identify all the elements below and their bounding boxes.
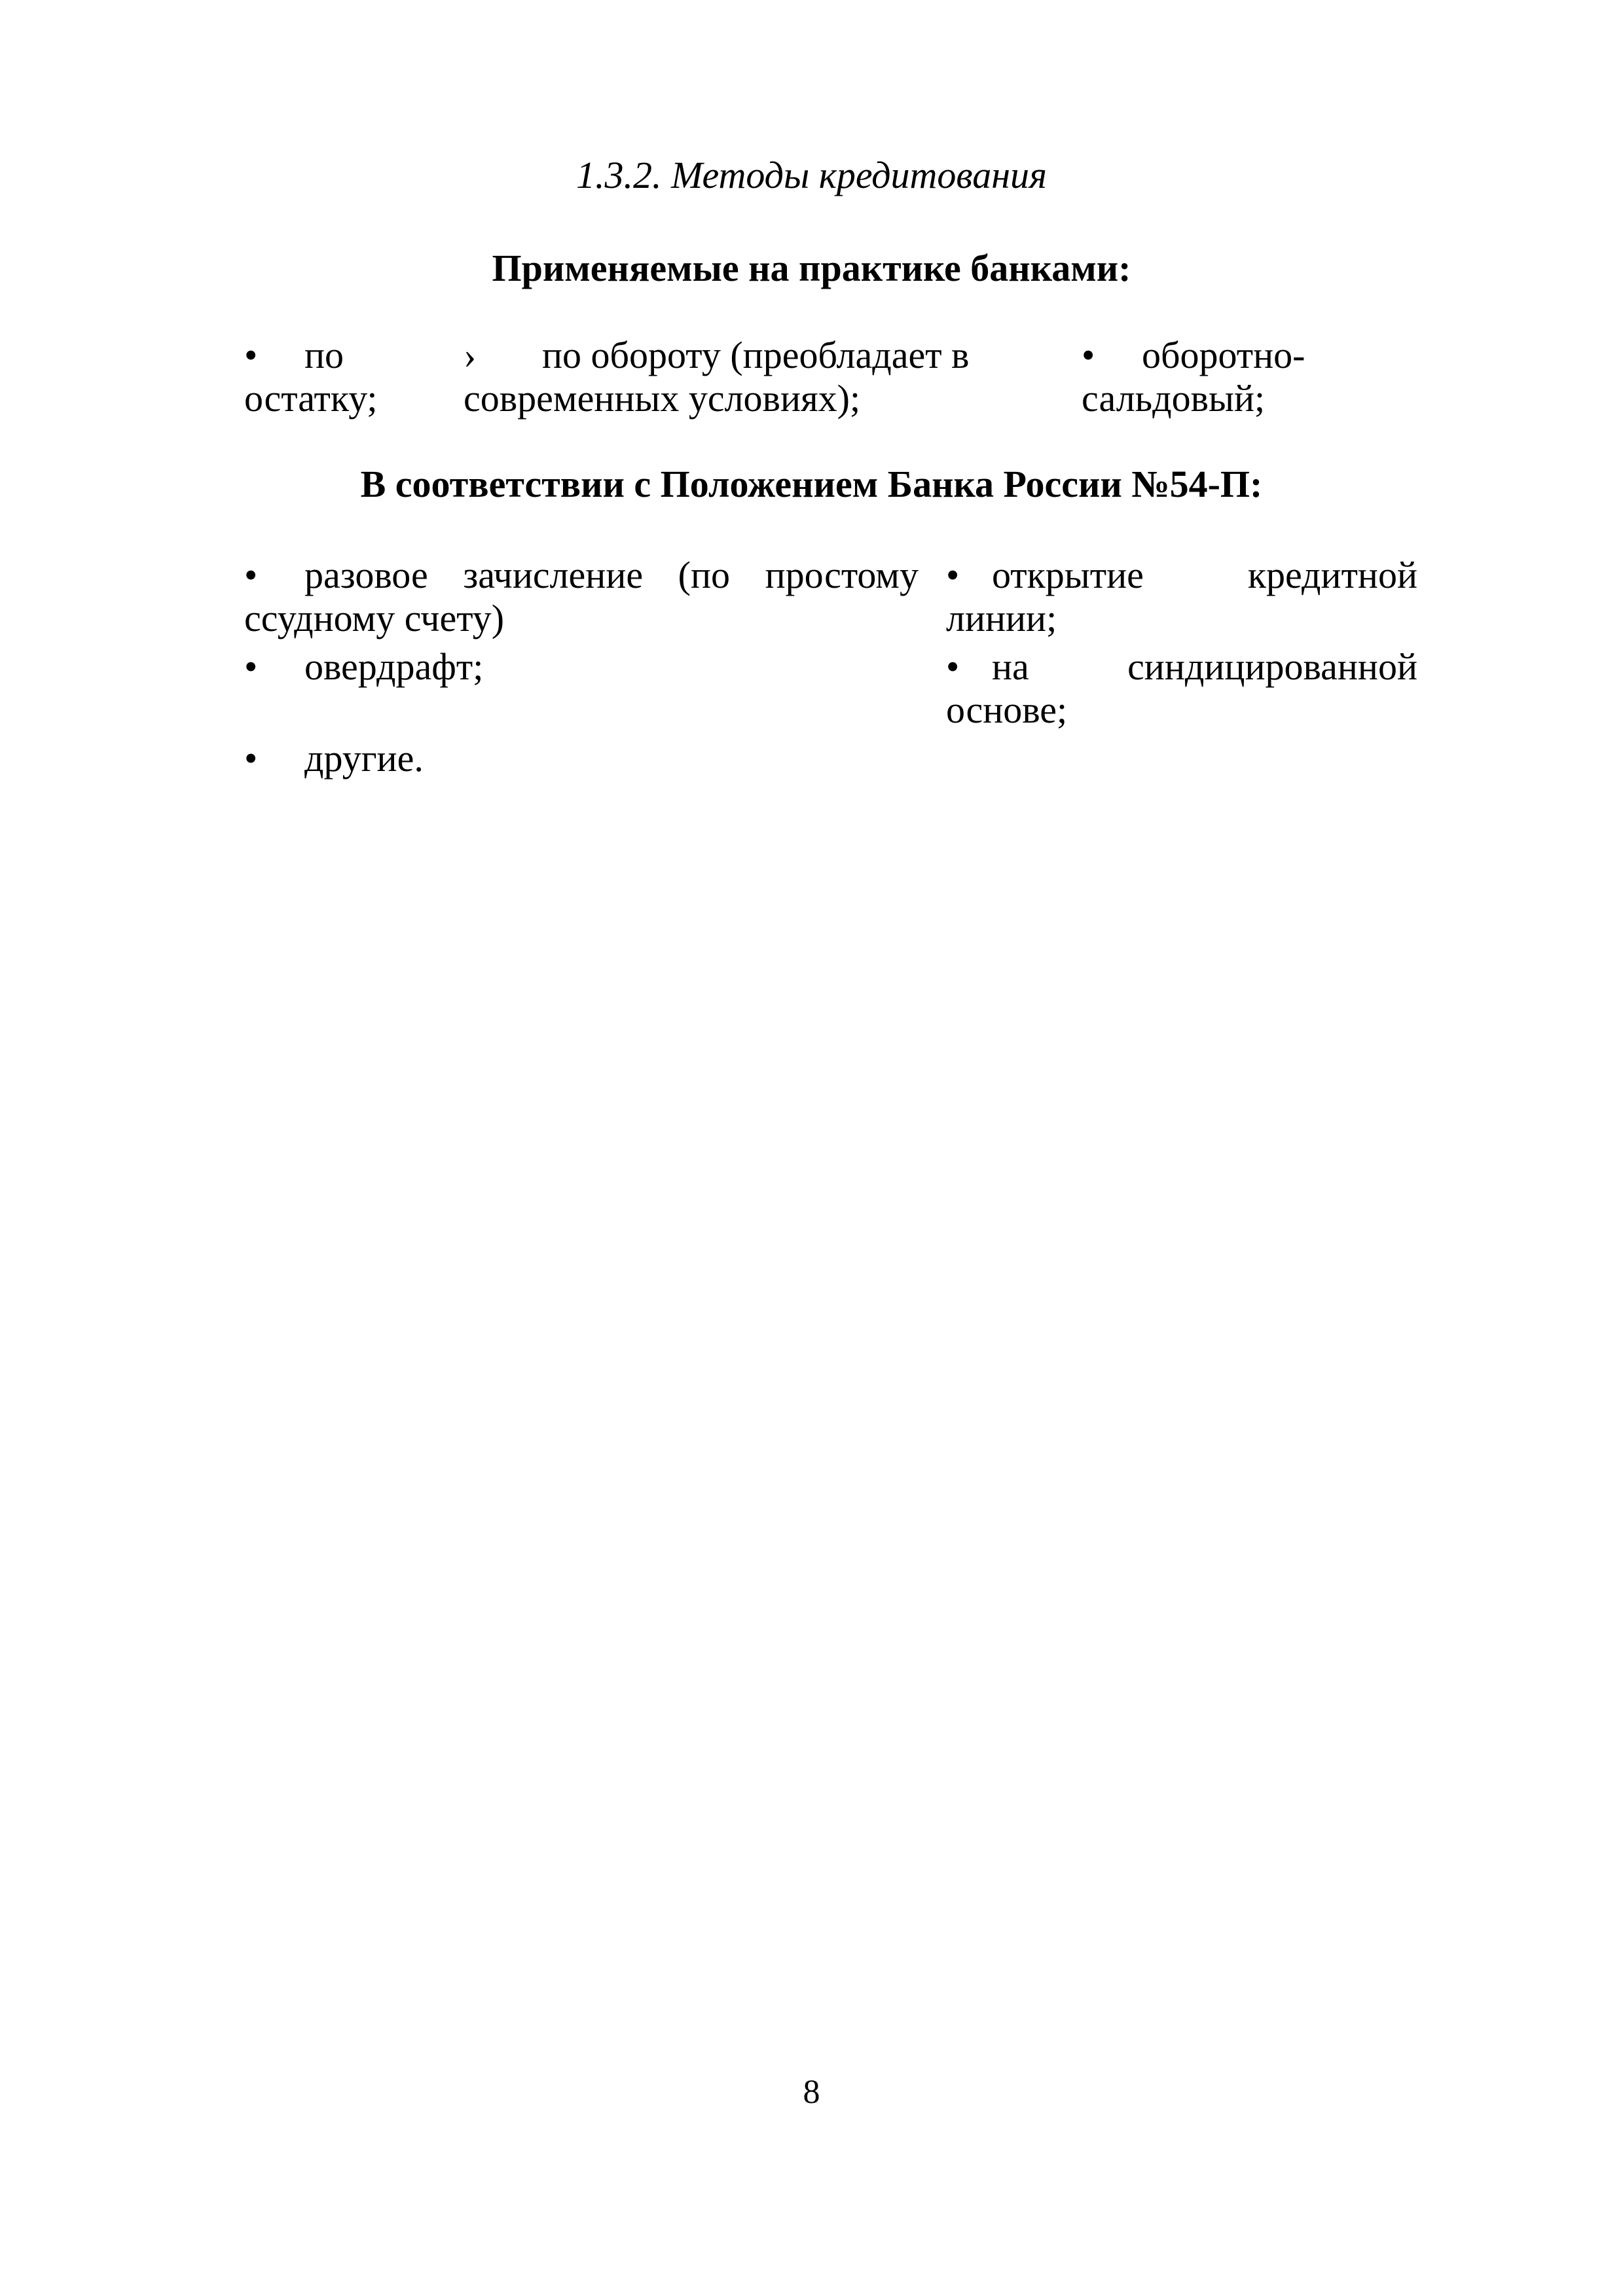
practice-item-text: оборотно-сальдовый; [1082, 334, 1305, 420]
bullet-icon: • [244, 554, 258, 596]
practice-heading: Применяемые на практике банками: [492, 247, 1131, 289]
bullet-icon: • [946, 645, 960, 688]
practice-item-text: по остатку; [244, 334, 378, 420]
bullet-icon: • [244, 334, 258, 376]
regulation-item-syndicated [946, 645, 1417, 732]
bullet-icon: • [244, 737, 258, 780]
bullet-icon: • [1082, 334, 1095, 376]
regulation-item-other [244, 737, 919, 780]
practice-item-by-balance [244, 334, 395, 420]
bullet-icon: › [464, 334, 477, 376]
regulation-item-overdraft [244, 645, 919, 689]
regulation-item-text: на синдицированной основе; [946, 645, 1417, 731]
regulation-item-one-time [244, 554, 919, 640]
regulation-item-text: другие. [304, 737, 424, 780]
regulation-item-text: овердрафт; [304, 645, 484, 688]
section-title: 1.3.2. Методы кредитования [576, 154, 1047, 196]
regulation-item-text: открытие кредитной линии; [946, 554, 1417, 639]
regulation-item-text: разовое зачисление (по простому ссудному счету) [244, 554, 919, 639]
practice-item-turnover-balance [1082, 334, 1370, 420]
bullet-icon: • [244, 645, 258, 688]
regulation-heading: В соответствии с Положением Банка России №54-П: [360, 463, 1263, 505]
bullet-icon: • [946, 554, 960, 596]
practice-item-by-turnover [464, 334, 1000, 420]
regulation-item-credit-line [946, 554, 1417, 640]
page-number: 8 [803, 2073, 820, 2111]
practice-item-text: по обороту (преобладает в современных условиях); [464, 334, 970, 420]
